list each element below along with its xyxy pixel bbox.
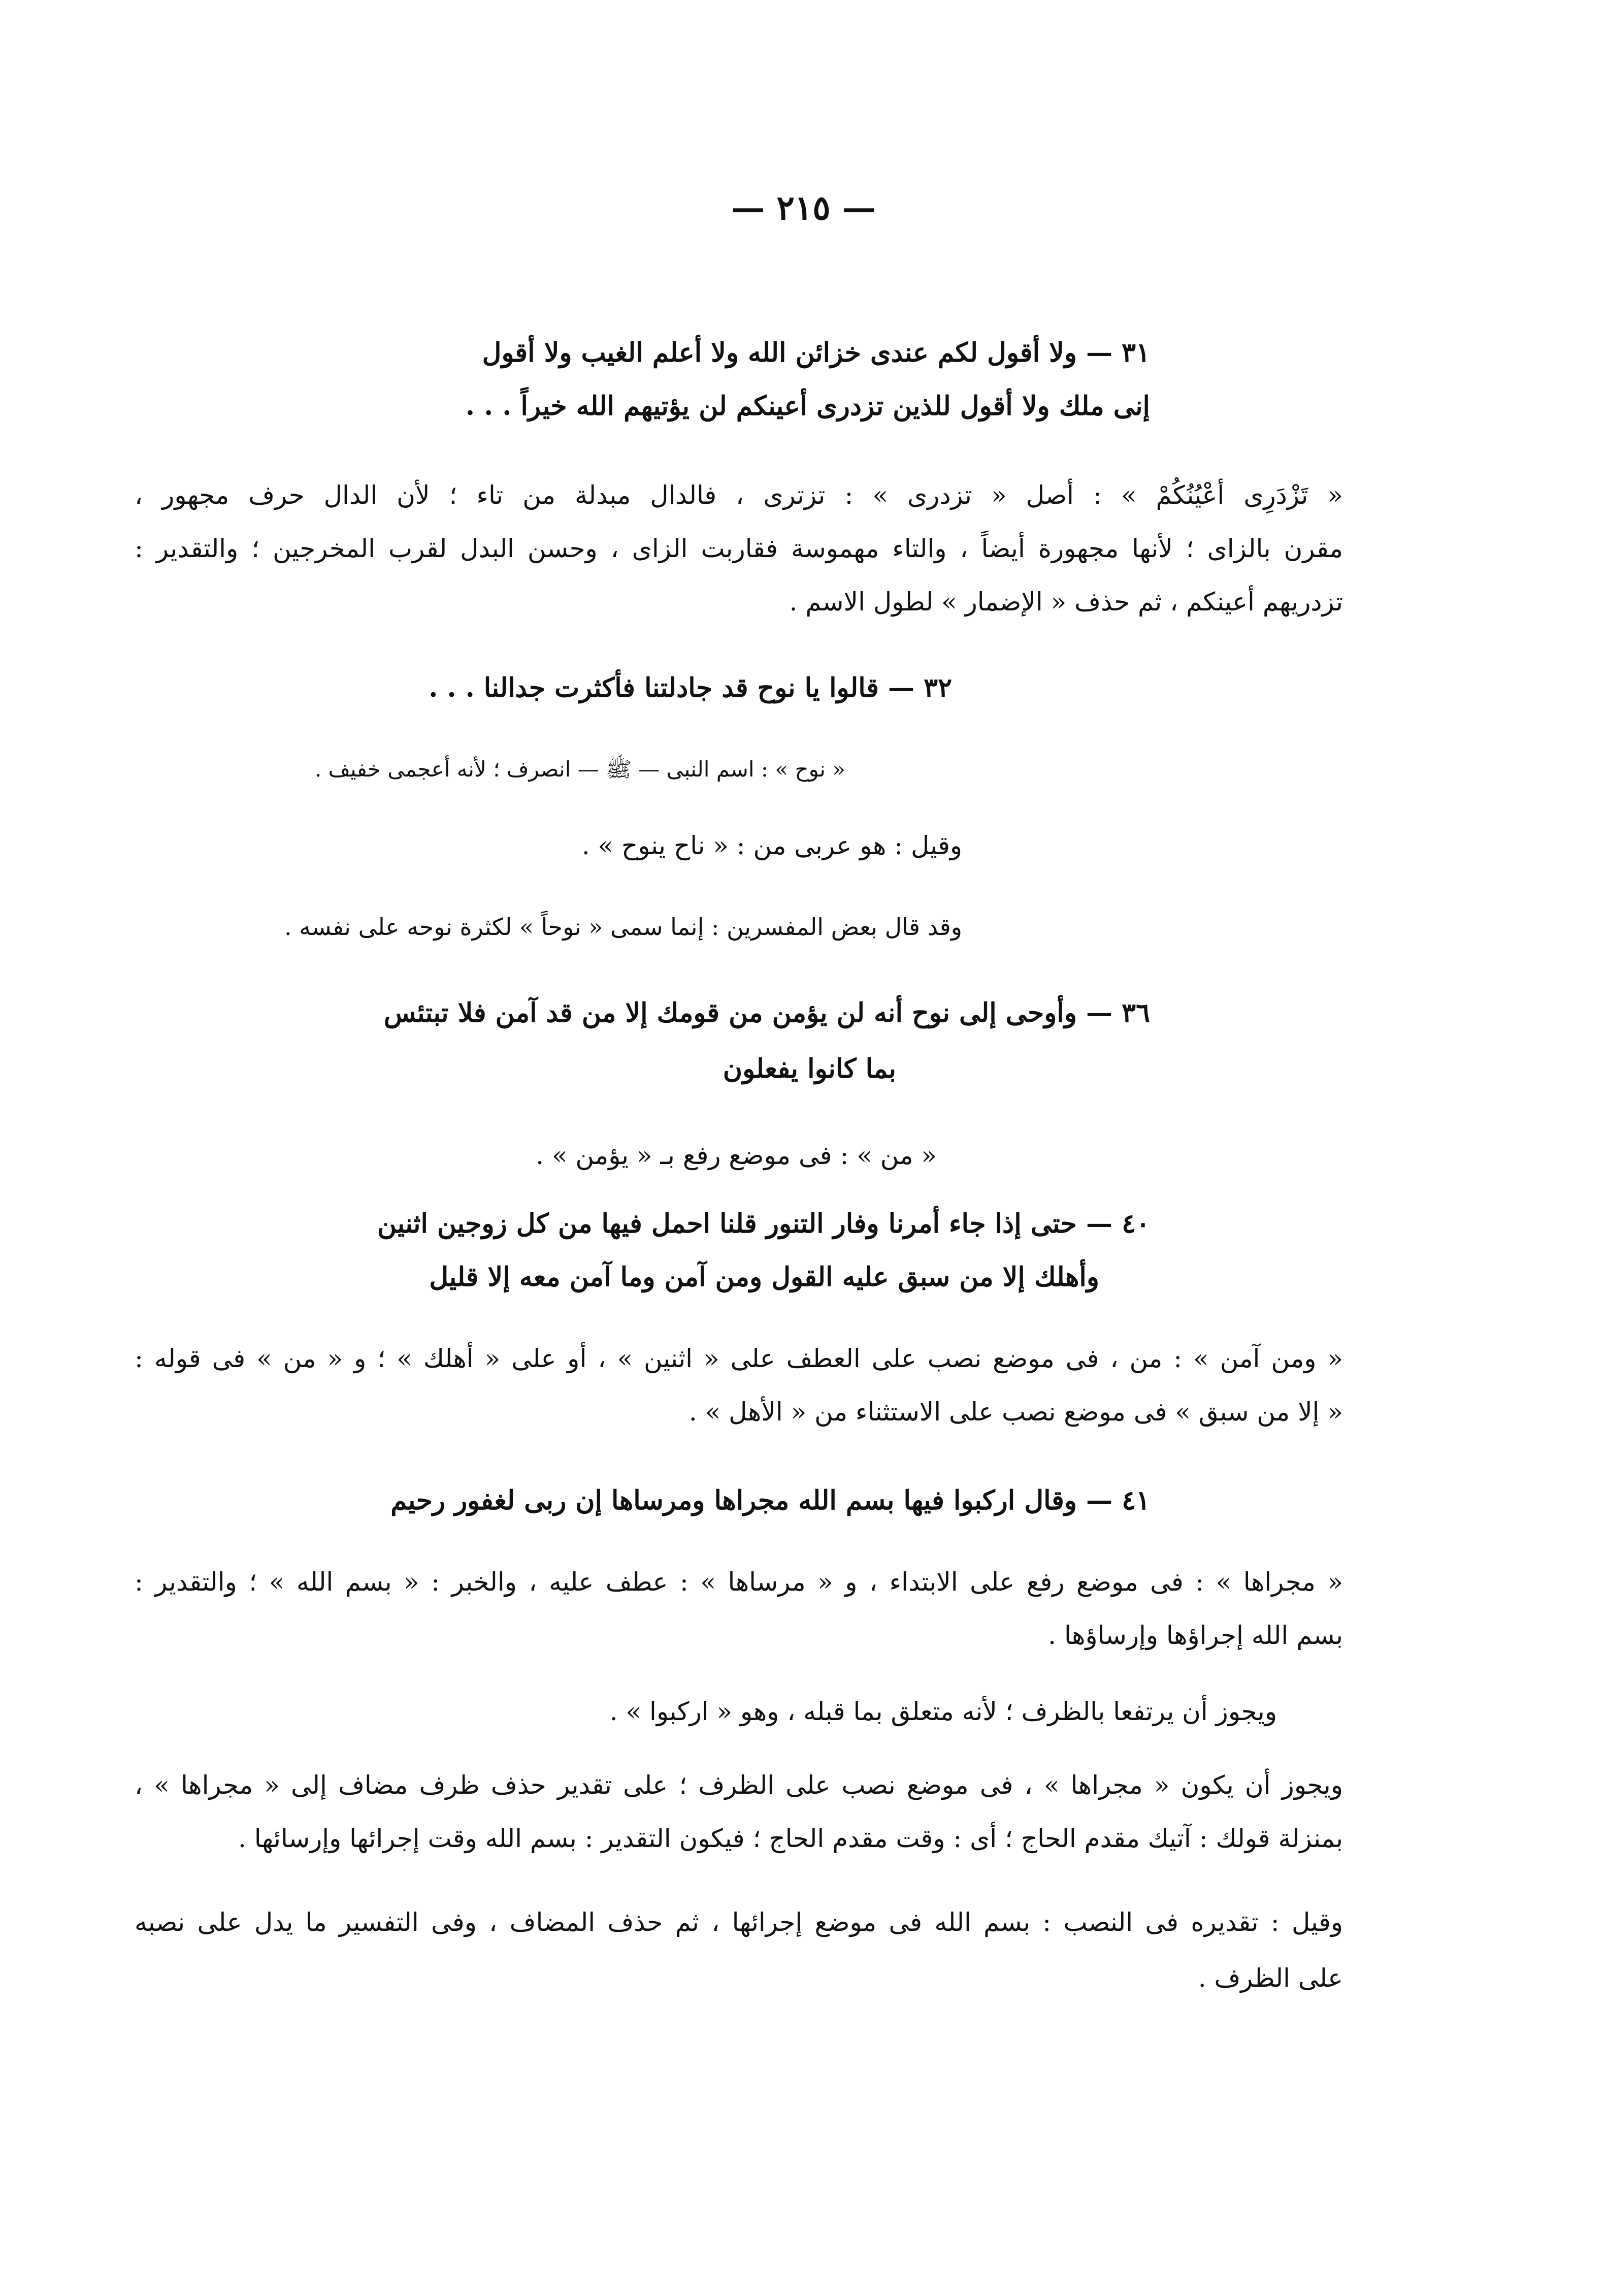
verse-31-line-2: إنى ملك ولا أقول للذين تزدرى أعينكم لن يؤتيهم الله خيراً . . . [465, 391, 1150, 422]
commentary-line: ويجوز أن يكون « مجراها » ، فى موضع نصب على الظرف ؛ على تقدير حذف ظرف مضاف إلى « مجراها » ، [135, 1770, 1343, 1800]
commentary-line: بسم الله إجراؤها وإرساؤها . [1048, 1621, 1343, 1650]
commentary-line: مقرن بالزاى ؛ لأنها مجهورة أيضاً ، والتاء مهموسة فقاربت الزاى ، وحسن البدل لقرب المخرجين ؛ والتقدير : [135, 534, 1343, 563]
commentary-line: وقد قال بعض المفسرين : إنما سمى « نوحاً » لكثرة نوحه على نفسه . [284, 913, 962, 941]
verse-40-line-2: وأهلك إلا من سبق عليه القول ومن آمن وما آمن معه إلا قليل [429, 1262, 1099, 1292]
commentary-line: على الظرف . [1198, 1963, 1343, 1993]
verse-36-line-1: ٣٦ — وأوحى إلى نوح أنه لن يؤمن من قومك إلا من قد آمن فلا تبتئس [383, 997, 1150, 1028]
commentary-line: ويجوز أن يرتفعا بالظرف ؛ لأنه متعلق بما قبله ، وهو « اركبوا » . [609, 1697, 1277, 1726]
commentary-line: « مجراها » : فى موضع رفع على الابتداء ، و « مرساها » : عطف عليه ، والخبر : « بسم الله » ؛ والتقدير : [135, 1567, 1343, 1597]
page-number: — ٢١٥ — [731, 188, 876, 228]
verse-36-line-2: بما كانوا يفعلون [723, 1053, 896, 1084]
commentary-line: تزدريهم أعينكم ، ثم حذف « الإضمار » لطول الاسم . [789, 587, 1343, 617]
commentary-line: « ومن آمن » : من ، فى موضع نصب على العطف على « اثنين » ، أو على « أهلك » ؛ و « من » فى قوله : [135, 1344, 1343, 1373]
commentary-line: « من » : فى موضع رفع بـ « يؤمن » . [536, 1141, 937, 1170]
verse-32-line: ٣٢ — قالوا يا نوح قد جادلتنا فأكثرت جدالنا . . . [429, 672, 952, 703]
verse-40-line-1: ٤٠ — حتى إذا جاء أمرنا وفار التنور قلنا احمل فيها من كل زوجين اثنين [377, 1208, 1150, 1239]
commentary-line: بمنزلة قولك : آتيك مقدم الحاج ؛ أى : وقت مقدم الحاج ؛ فيكون التقدير : بسم الله وقت إجرائها وإرسائها . [238, 1824, 1343, 1853]
commentary-line: وقيل : تقديره فى النصب : بسم الله فى موضع إجرائها ، ثم حذف المضاف ، وفى التفسير ما يدل على نصبه [135, 1907, 1343, 1937]
verse-41-line: ٤١ — وقال اركبوا فيها بسم الله مجراها ومرساها إن ربى لغفور رحيم [390, 1485, 1150, 1516]
commentary-line: « نوح » : اسم النبى — ﷺ — انصرف ؛ لأنه أعجمى خفيف . [314, 757, 845, 782]
commentary-line: « إلا من سبق » فى موضع نصب على الاستثناء من « الأهل » . [688, 1397, 1343, 1427]
commentary-line: « تَزْدَرِى أعْيُنُكُمْ » : أصل « تزدرى » : تزترى ، فالدال مبدلة من تاء ؛ لأن الدال حرف مجهور ، [135, 480, 1343, 510]
commentary-line: وقيل : هو عربى من : « ناح ينوح » . [581, 831, 962, 860]
verse-31-line-1: ٣١ — ولا أقول لكم عندى خزائن الله ولا أعلم الغيب ولا أقول [482, 337, 1150, 368]
